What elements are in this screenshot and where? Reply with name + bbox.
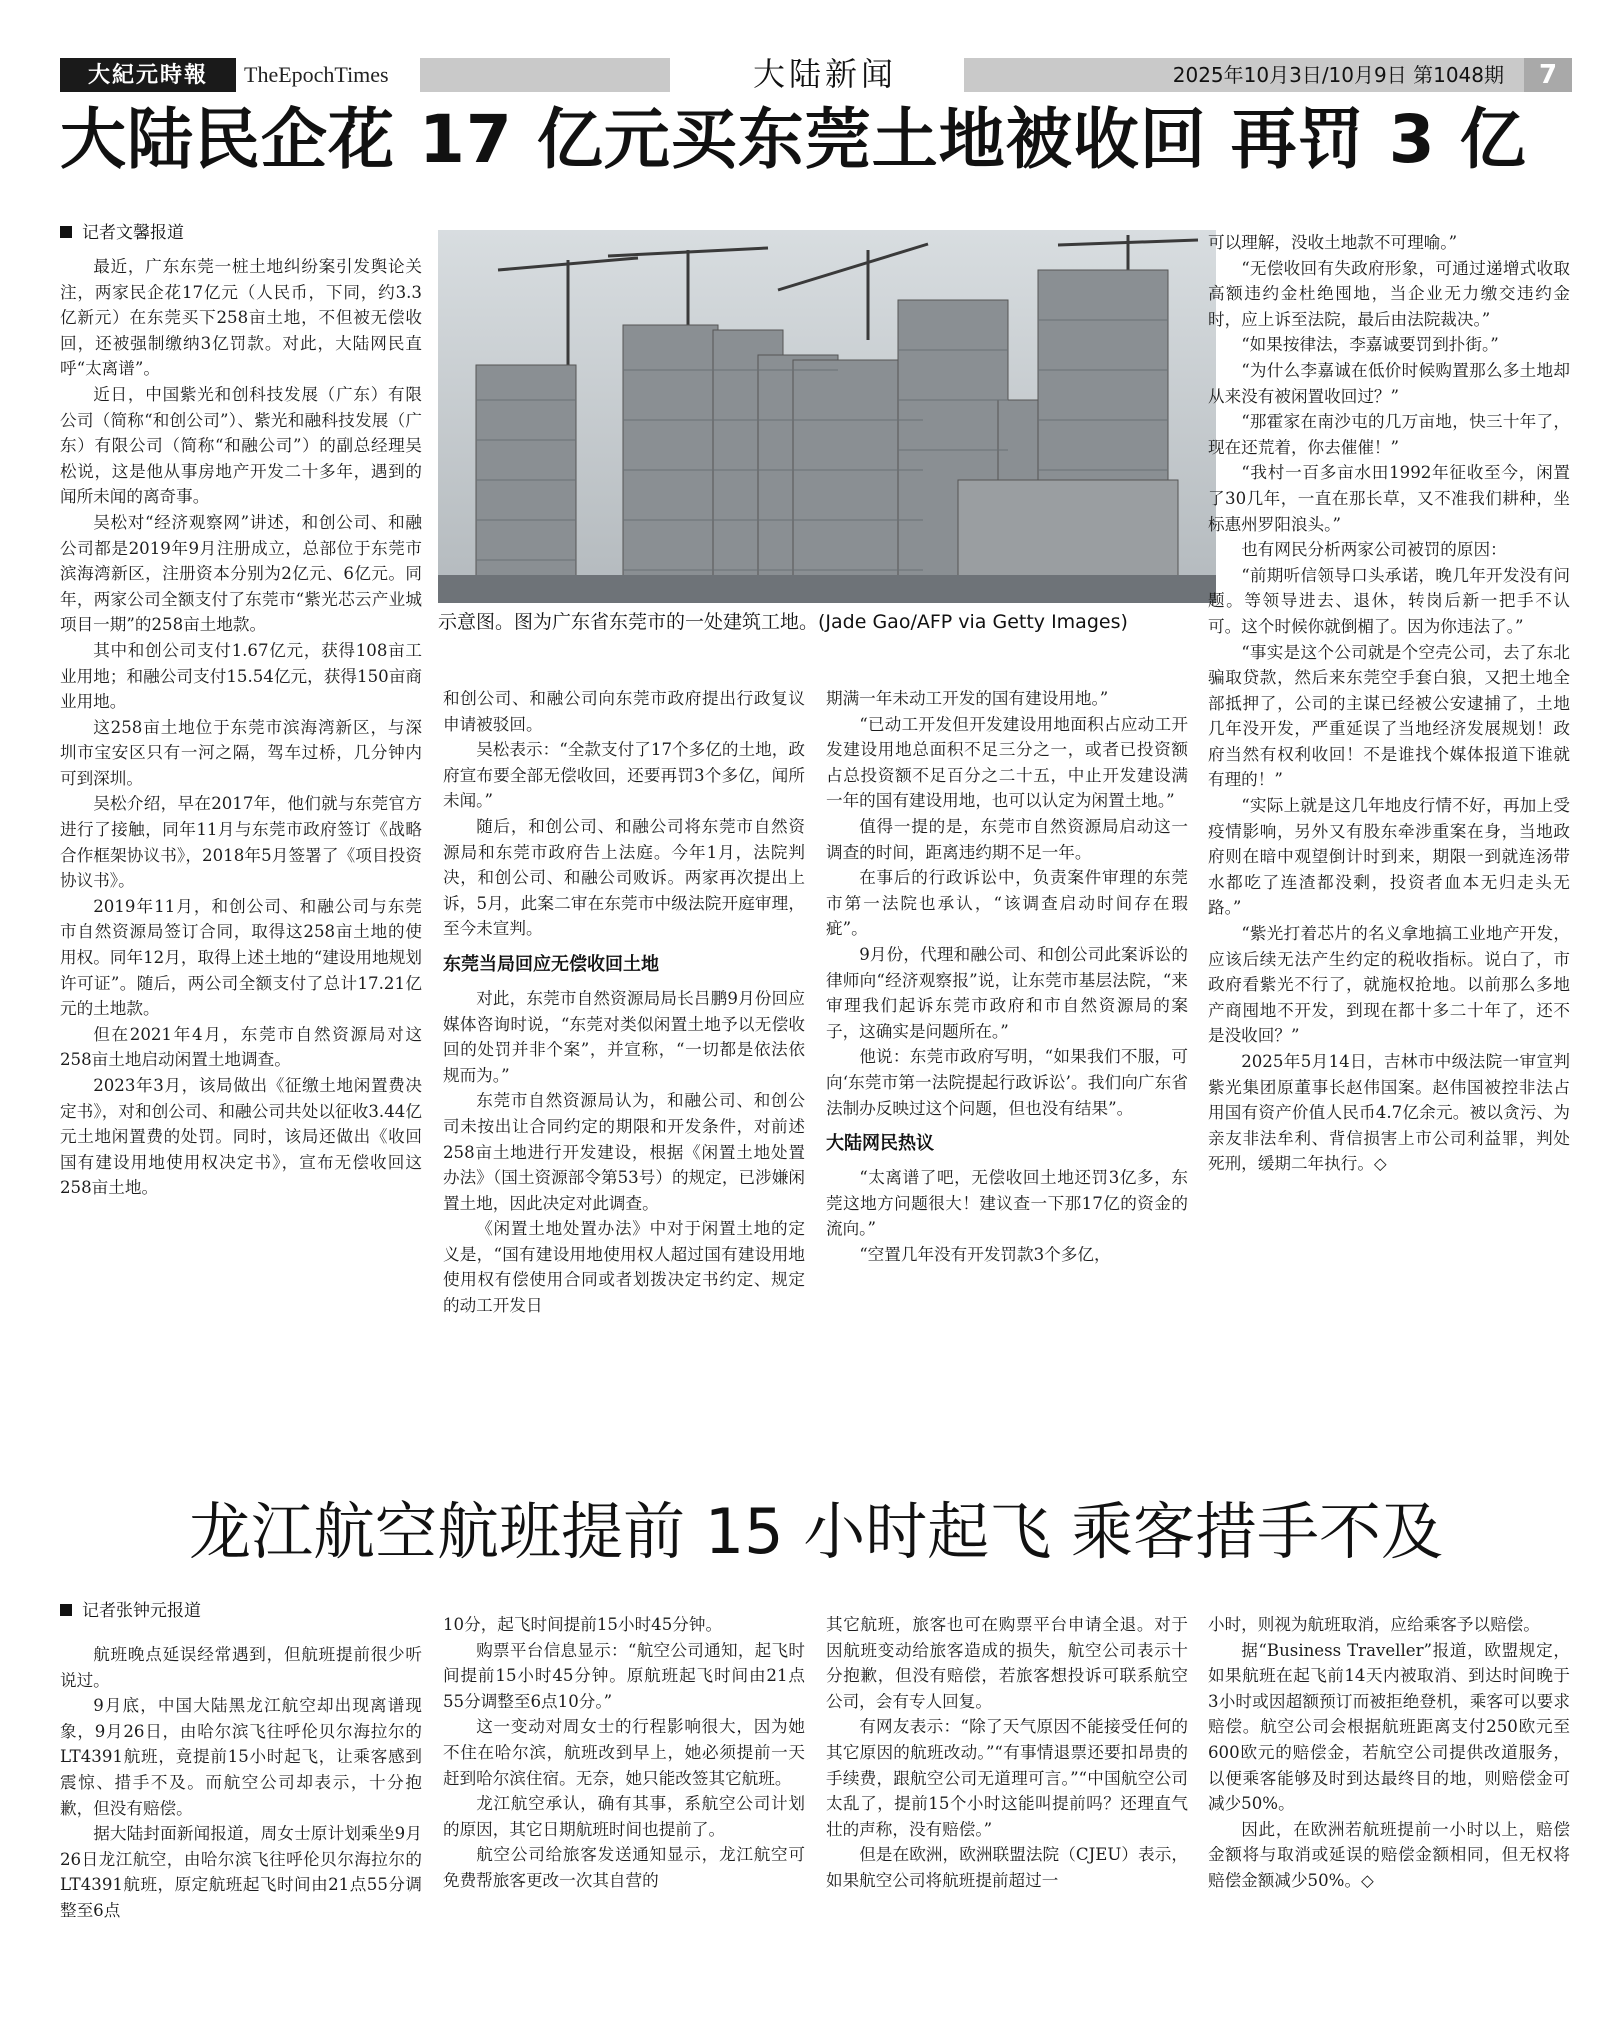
page-number: 7 xyxy=(1524,58,1572,92)
paragraph: 其它航班，旅客也可在购票平台申请全退。对于因航班变动给旅客造成的损失，航空公司表示十分抱歉，但没有赔偿，若旅客想投诉可联系航空公司，会有专人回复。 xyxy=(826,1615,1188,1711)
construction-site-photo xyxy=(438,230,1216,603)
paragraph: “已动工开发但开发建设用地面积占应动工开发建设用地总面积不足三分之一，或者已投资额占总投资额不足百分之二十五，中止开发建设满一年的国有建设用地，也可以认定为闲置土地。” xyxy=(826,714,1188,811)
paragraph: 东莞市自然资源局认为，和融公司、和创公司未按出让合同约定的期限和开发条件，对前述258亩土地进行开发建设，根据《闲置土地处置办法》（国土资源部令第53号）的规定，已涉嫌闲置土地，因此决定对此调查。 xyxy=(443,1091,805,1213)
article2-column-2 xyxy=(443,1612,805,1894)
article2-headline: 龙江航空航班提前 15 小时起飞 乘客措手不及 xyxy=(188,1495,1444,1568)
paragraph: “紫光打着芯片的名义拿地搞工业地产开发，应该后续无法产生约定的税收指标。说白了，市政府看紫光不行了，就施权抢地。以前那么多地产商囤地不开发，到现在都十多二十年了，还不是没收回？” xyxy=(1208,924,1570,1046)
paragraph: “前期听信领导口头承诺，晚几年开发没有问题。等领导进去、退休，转岗后新一把手不认可。这个时候你就倒楣了。因为你违法了。” xyxy=(1208,565,1570,636)
article1-column-4 xyxy=(1208,230,1570,1177)
newspaper-logo-english: TheEpochTimes xyxy=(244,62,389,87)
paragraph: “我村一百多亩水田1992年征收至今，闲置了30几年，一直在那长草，又不准我们耕种，坐标惠州罗阳浪头。” xyxy=(1208,463,1570,534)
paragraph: 在事后的行政诉讼中，负责案件审理的东莞市第一法院也承认，“该调查启动时间存在瑕疵”。 xyxy=(826,868,1188,939)
paragraph: 9月底，中国大陆黑龙江航空却出现离谱现象，9月26日，由哈尔滨飞往呼伦贝尔海拉尔的LT4391航班，竟提前15小时起飞，让乘客感到震惊、措手不及。而航空公司却表示，十分抱歉，但没有赔偿。 xyxy=(60,1696,422,1818)
paragraph: 据“Business Traveller”报道，欧盟规定，如果航班在起飞前14天内被取消、到达时间晚于3小时或因超额预订而被拒绝登机，乘客可以要求赔偿。航空公司会根据航班距离支付250欧元至600欧元的赔偿金，若航空公司提供改道服务，以便乘客能够及时到达最终目的地，则赔偿金可减少50%。 xyxy=(1208,1640,1570,1814)
paragraph: 吴松介绍，早在2017年，他们就与东莞官方进行了接触，同年11月与东莞市政府签订《战略合作框架协议书》，2018年5月签署了《项目投资协议书》。 xyxy=(60,794,422,891)
paragraph: 对此，东莞市自然资源局局长吕鹏9月份回应媒体咨询时说，“东莞对类似闲置土地予以无偿收回的处罚并非个案”，并宣称，“一切都是依法依规而为。” xyxy=(443,988,805,1085)
paragraph: 龙江航空承认，确有其事，系航空公司计划的原因，其它日期航班时间也提前了。 xyxy=(443,1794,805,1839)
paragraph: 2023年3月，该局做出《征缴土地闲置费决定书》，对和创公司、和融公司共处以征收3.44亿元土地闲置费的处罚。同时，该局还做出《收回国有建设用地使用权决定书》，宣布无偿收回这258亩土地。 xyxy=(60,1076,422,1198)
newspaper-logo: 大紀元時報 xyxy=(60,58,236,92)
paragraph: 期满一年未动工开发的国有建设用地。” xyxy=(826,689,1109,708)
article1-column-1 xyxy=(60,254,422,1201)
article1-column-3 xyxy=(826,686,1188,1267)
article1-byline: 记者文馨报道 xyxy=(60,220,184,246)
paragraph: 2019年11月，和创公司、和融公司与东莞市自然资源局签订合同，取得这258亩土地的使用权。同年12月，取得上述土地的“建设用地规划许可证”。随后，两公司全额支付了总计17.21亿元的土地款。 xyxy=(60,896,422,1019)
paragraph: 可以理解，没收土地款不可理喻。” xyxy=(1208,233,1458,252)
paragraph: 也有网民分析两家公司被罚的原因： xyxy=(1241,540,1507,560)
article2-column-1 xyxy=(60,1642,422,1924)
paragraph: 《闲置土地处置办法》中对于闲置土地的定义是，“国有建设用地使用权人超过国有建设用地使用权有偿使用合同或者划拨决定书约定、规定的动工开发日 xyxy=(443,1219,805,1316)
paragraph: 10分，起飞时间提前15小时45分钟。 xyxy=(443,1615,723,1634)
paragraph: 其中和创公司支付1.67亿元，获得108亩工业用地；和融公司支付15.54亿元，获得150亩商业用地。 xyxy=(60,640,422,712)
paragraph: 据大陆封面新闻报道，周女士原计划乘坐9月26日龙江航空，由哈尔滨飞往呼伦贝尔海拉尔的LT4391航班，原定航班起飞时间由21点55分调整至6点 xyxy=(60,1824,422,1920)
article2-column-3 xyxy=(826,1612,1188,1894)
paragraph: 吴松对“经济观察网”讲述，和创公司、和融公司都是2019年9月注册成立，总部位于东莞市滨海湾新区，注册资本分别为2亿元、6亿元。同年，两家公司全额支付了东莞市“紫光芯云产业城项目一期”的258亩土地款。 xyxy=(60,512,422,635)
date-issue: 2025年10月3日/10月9日 第1048期 xyxy=(964,58,1524,92)
paragraph: 随后，和创公司、和融公司将东莞市自然资源局和东莞市政府告上法庭。今年1月，法院判决，和创公司、和融公司败诉。两家再次提出上诉，5月，此案二审在东莞市中级法院开庭审理，至今未宣判。 xyxy=(443,816,805,939)
paragraph: 小时，则视为航班取消，应给乘客予以赔偿。 xyxy=(1208,1615,1540,1634)
photo-caption: 示意图。图为广东省东莞市的一处建筑工地。(Jade Gao/AFP via Getty Images) xyxy=(438,611,1128,633)
article2-byline: 记者张钟元报道 xyxy=(60,1598,201,1624)
paragraph: 但在2021年4月，东莞市自然资源局对这258亩土地启动闲置土地调查。 xyxy=(60,1024,422,1070)
paragraph: 和创公司、和融公司向东莞市政府提出行政复议申请被驳回。 xyxy=(443,689,805,734)
paragraph: 因此，在欧洲若航班提前一小时以上，赔偿金额将与取消或延误的赔偿金额相同，但无权将赔偿金额减少50%。◇ xyxy=(1208,1819,1570,1890)
paragraph: 这258亩土地位于东莞市滨海湾新区，与深圳市宝安区只有一河之隔，驾车过桥，几分钟内可到深圳。 xyxy=(60,717,422,788)
article2-column-4 xyxy=(1208,1612,1570,1894)
paragraph: 2025年5月14日，吉林市中级法院一审宣判紫光集团原董事长赵伟国案。赵伟国被控非法占用国有资产价值人民币4.7亿余元。被以贪污、为亲友非法牟利、背信损害上市公司利益罪，判处死刑，缓期二年执行。◇ xyxy=(1208,1052,1570,1174)
construction-site-illustration xyxy=(438,230,1216,603)
header-bar-left xyxy=(420,58,670,92)
square-bullet-icon xyxy=(60,1604,72,1616)
paragraph: 值得一提的是，东莞市自然资源局启动这一调查的时间，距离违约期不足一年。 xyxy=(826,816,1188,862)
paragraph: 近日，中国紫光和创科技发展（广东）有限公司（简称“和创公司”）、紫光和融科技发展（广东）有限公司（简称“和融公司”）的副总经理吴松说，这是他从事房地产开发二十多年，遇到的闻所未闻的离奇事。 xyxy=(60,384,422,507)
paragraph: “如果按律法，李嘉诚要罚到扑街。” xyxy=(1241,335,1499,355)
paragraph: 航空公司给旅客发送通知显示，龙江航空可免费帮旅客更改一次其自营的 xyxy=(443,1845,805,1890)
paragraph: 9月份，代理和融公司、和创公司此案诉讼的律师向“经济观察报”说，让东莞市基层法院，“来审理我们起诉东莞市政府和市自然资源局的案子，这确实是问题所在。” xyxy=(826,944,1188,1041)
paragraph: “事实是这个公司就是个空壳公司，去了东北骗取贷款，然后来东莞空手套白狼，又把土地全部抵押了，公司的主谋已经被公安逮捕了，土地几年没开发，严重延误了当地经济发展规划！政府当然有权利收回！不是谁找个媒体报道下谁就有理的！” xyxy=(1208,642,1570,790)
paragraph: “为什么李嘉诚在低价时候购置那么多土地却从来没有被闲置收回过？” xyxy=(1208,360,1570,406)
paragraph: 最近，广东东莞一桩土地纠纷案引发舆论关注，两家民企花17亿元（人民币，下同，约3.3亿新元）在东莞买下258亩土地，不但被无偿收回，还被强制缴纳3亿罚款。对此，大陆网民直呼“太离谱”。 xyxy=(60,257,422,379)
paragraph: 他说：东莞市政府写明，“如果我们不服，可向‘东莞市第一法院提起行政诉讼’。我们向广东省法制办反映过这个问题，但也没有结果”。 xyxy=(826,1047,1188,1118)
paragraph: “实际上就是这几年地皮行情不好，再加上受疫情影响，另外又有股东牵涉重案在身，当地政府则在暗中观望倒计时到来，期限一到就连汤带水都吃了连渣都没剩，投资者血本无归走头无路。” xyxy=(1208,796,1570,918)
article1-column-2 xyxy=(443,686,805,1319)
subheading: 大陆网民热议 xyxy=(826,1133,934,1155)
paragraph: 但是在欧洲，欧洲联盟法院（CJEU）表示，如果航空公司将航班提前超过一 xyxy=(826,1845,1188,1890)
subheading: 东莞当局回应无偿收回土地 xyxy=(443,953,659,975)
paragraph: “太离谱了吧，无偿收回土地还罚3亿多，东莞这地方问题很大！建议查一下那17亿的资金的流向。” xyxy=(826,1168,1188,1239)
paragraph: 有网友表示：“除了天气原因不能接受任何的其它原因的航班改动。”“有事情退票还要扣昂贵的手续费，跟航空公司无道理可言。”“中国航空公司太乱了，提前15个小时这能叫提前吗？还理直气壮的声称，没有赔偿。” xyxy=(826,1717,1188,1839)
paragraph: 吴松表示：“全款支付了17个多亿的土地，政府宣布要全部无偿收回，还要再罚3个多亿，闻所未闻。” xyxy=(443,740,805,811)
paragraph: 这一变动对周女士的行程影响很大，因为她不住在哈尔滨，航班改到早上，她必须提前一天赶到哈尔滨住宿。无奈，她只能改签其它航班。 xyxy=(443,1717,805,1788)
article1-headline: 大陆民企花 17 亿元买东莞土地被收回 再罚 3 亿 xyxy=(60,101,1527,178)
paragraph: 购票平台信息显示：“航空公司通知，起飞时间提前15小时45分钟。原航班起飞时间由21点55分调整至6点10分。” xyxy=(443,1640,805,1711)
paragraph: “无偿收回有失政府形象，可通过递增式收取高额违约金杜绝囤地，当企业无力缴交违约金时，应上诉至法院，最后由法院裁决。” xyxy=(1208,258,1570,329)
paragraph: “空置几年没有开发罚款3个多亿， xyxy=(859,1244,1111,1264)
section-title: 大陆新闻 xyxy=(752,55,897,93)
paragraph: “那霍家在南沙屯的几万亩地，快三十年了，现在还荒着，你去催催！” xyxy=(1208,412,1570,457)
square-bullet-icon xyxy=(60,226,72,238)
paragraph: 航班晚点延误经常遇到，但航班提前很少听说过。 xyxy=(60,1645,422,1690)
